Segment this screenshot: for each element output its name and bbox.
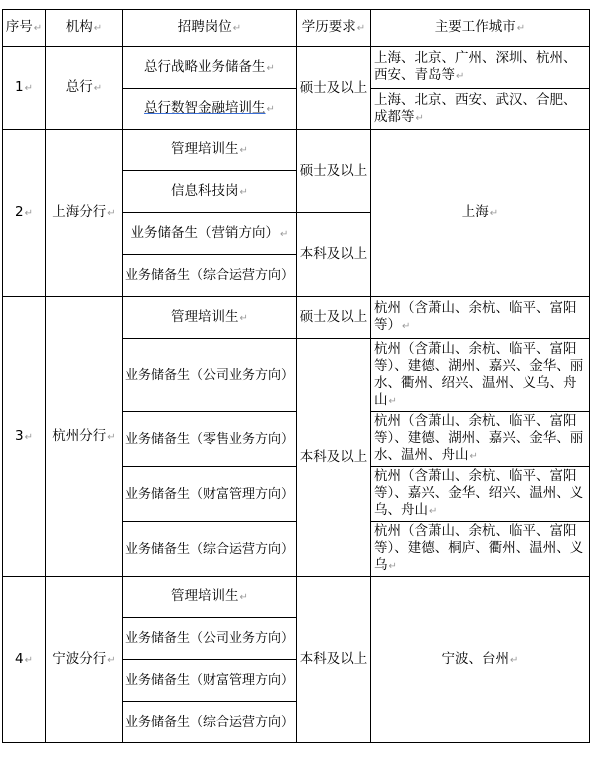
position-cell: 业务储备生（综合运营方向） — [123, 255, 297, 297]
position-cell: 业务储备生（综合运营方向） — [123, 522, 297, 577]
recruitment-table — [2, 9, 590, 743]
row-number: 1↵ — [3, 47, 46, 130]
city-cell: 杭州（含萧山、余杭、临平、富阳等）↵ — [371, 297, 590, 339]
city-cell: 杭州（含萧山、余杭、临平、富阳等）、建德、湖州、嘉兴、金华、丽水、衢州、绍兴、温州、义乌、舟山↵ — [371, 339, 590, 412]
table-row — [3, 47, 590, 89]
org-cell: 上海分行↵ — [46, 130, 123, 297]
city-cell: 杭州（含萧山、余杭、临平、富阳等）、嘉兴、金华、绍兴、温州、义乌、舟山↵ — [371, 467, 590, 522]
position-cell: 业务储备生（财富管理方向） — [123, 660, 297, 702]
city-cell: 宁波、台州↵ — [371, 577, 590, 743]
org-cell: 宁波分行↵ — [46, 577, 123, 743]
header-position: 招聘岗位↵ — [123, 10, 297, 47]
header-city: 主要工作城市↵ — [371, 10, 590, 47]
table-row — [3, 577, 590, 618]
education-cell: 本科及以上 — [297, 339, 371, 577]
table-row — [3, 130, 590, 171]
position-cell: 业务储备生（零售业务方向） — [123, 412, 297, 467]
education-cell: 硕士及以上 — [297, 130, 371, 213]
city-cell: 杭州（含萧山、余杭、临平、富阳等）、建德、桐庐、衢州、温州、义乌↵ — [371, 522, 590, 577]
position-cell: 业务储备生（综合运营方向） — [123, 702, 297, 743]
header-no: 序号↵ — [3, 10, 46, 47]
position-cell: 总行战略业务储备生↵ — [123, 47, 297, 89]
position-cell: 信息科技岗↵ — [123, 171, 297, 213]
header-org: 机构↵ — [46, 10, 123, 47]
education-cell: 本科及以上 — [297, 213, 371, 297]
position-cell: 总行数智金融培训生↵ — [123, 89, 297, 130]
row-number: 3↵ — [3, 297, 46, 577]
education-cell: 硕士及以上 — [297, 297, 371, 339]
education-cell: 本科及以上 — [297, 577, 371, 743]
position-cell: 业务储备生（营销方向）↵ — [123, 213, 297, 255]
city-cell: 上海、北京、广州、深圳、杭州、西安、青岛等↵ — [371, 47, 590, 89]
education-cell: 硕士及以上 — [297, 47, 371, 130]
position-cell: 管理培训生↵ — [123, 297, 297, 339]
city-cell: 杭州（含萧山、余杭、临平、富阳等）、建德、湖州、嘉兴、金华、丽水、温州、舟山↵ — [371, 412, 590, 467]
org-cell: 总行↵ — [46, 47, 123, 130]
position-cell: 业务储备生（公司业务方向） — [123, 618, 297, 660]
city-cell: 上海↵ — [371, 130, 590, 297]
position-cell: 管理培训生↵ — [123, 577, 297, 618]
position-cell: 业务储备生（财富管理方向） — [123, 467, 297, 522]
position-cell: 业务储备生（公司业务方向） — [123, 339, 297, 412]
header-education: 学历要求↵ — [297, 10, 371, 47]
city-cell: 上海、北京、西安、武汉、合肥、成都等↵ — [371, 89, 590, 130]
header-row — [3, 10, 590, 47]
org-cell: 杭州分行↵ — [46, 297, 123, 577]
table-row — [3, 297, 590, 339]
position-cell: 管理培训生↵ — [123, 130, 297, 171]
row-number: 4↵ — [3, 577, 46, 743]
row-number: 2↵ — [3, 130, 46, 297]
